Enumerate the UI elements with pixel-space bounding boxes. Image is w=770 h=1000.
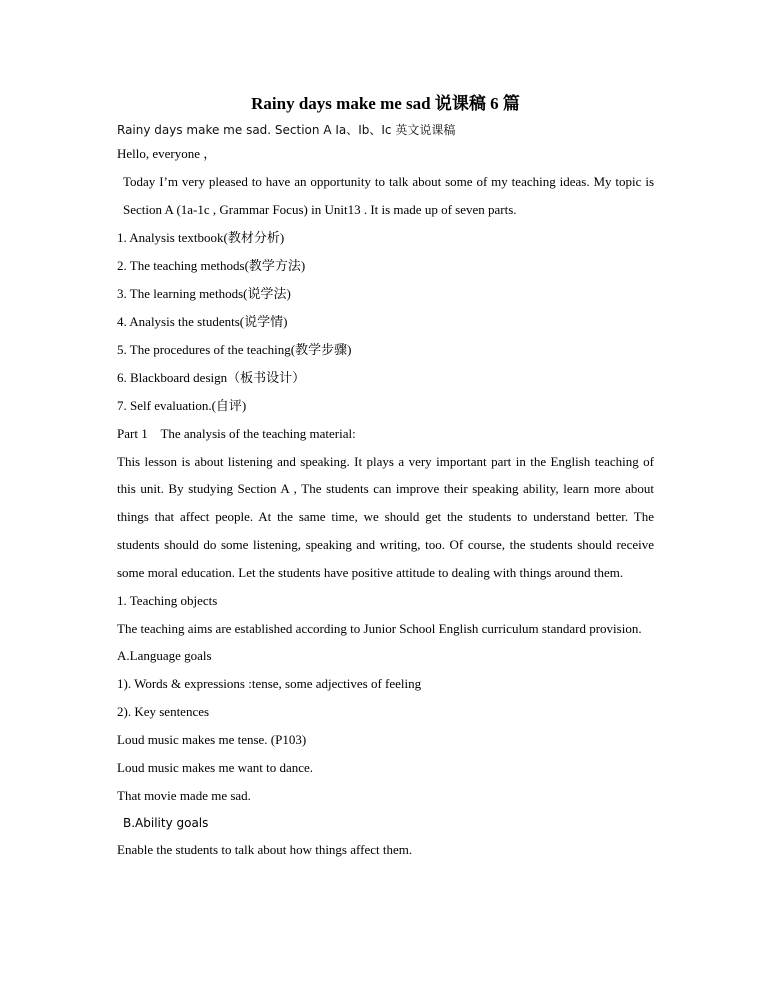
language-goals-heading: A.Language goals — [117, 648, 212, 664]
document-page — [117, 92, 654, 864]
ability-goals-text: Enable the students to talk about how things affect them. — [117, 842, 413, 858]
part-item-5: 5. The procedures of the teaching(教学步骤) — [117, 341, 352, 357]
example-sentence-2: Loud music makes me want to dance. — [117, 760, 314, 776]
part1-paragraph: This lesson is about listening and speaking. It plays a very important part in the English teaching of this unit. By studying Section A , The students can improve their speaking ability, learn more about things that affect people. At the same time, we should get the students to understand better. The students should do some listening, speaking and writing, too. Of course, the students should receive some moral education. Let the students have positive attitude to dealing with things around them. — [117, 453, 654, 580]
key-sentences-heading: 2). Key sentences — [117, 704, 210, 720]
example-sentence-3: That movie made me sad. — [117, 788, 251, 804]
intro-paragraph: Today I’m very pleased to have an opportunity to talk about some of my teaching ideas. My topic is Section A (1a-1c , Grammar Focus) in Unit13 . It is made up of seven parts. — [123, 174, 654, 217]
teaching-objects-heading: 1. Teaching objects — [117, 592, 218, 608]
part1-heading: Part 1 The analysis of the teaching material: — [117, 425, 356, 441]
example-sentence-1: Loud music makes me tense. (P103) — [117, 732, 307, 748]
ability-goals-heading: B.Ability goals — [123, 816, 209, 831]
teaching-objects-paragraph: The teaching aims are established according to Junior School English curriculum standard provision. — [117, 620, 642, 636]
part-item-3: 3. The learning methods(说学法) — [117, 285, 291, 301]
document-title: Rainy days make me sad 说课稿 6 篇 — [251, 94, 520, 113]
document-subtitle: Rainy days make me sad. Section A Ia、Ib、Ic 英文说课稿 — [117, 123, 456, 137]
words-expressions: 1). Words & expressions :tense, some adjectives of feeling — [117, 676, 422, 692]
greeting: Hello, everyone ， — [117, 146, 217, 161]
part-item-4: 4. Analysis the students(说学情) — [117, 313, 288, 329]
part-item-7: 7. Self evaluation.(自评) — [117, 397, 247, 413]
part-item-6: 6. Blackboard design（板书设计） — [117, 369, 306, 385]
part-item-2: 2. The teaching methods(教学方法) — [117, 257, 306, 273]
part-item-1: 1. Analysis textbook(教材分析) — [117, 229, 285, 245]
